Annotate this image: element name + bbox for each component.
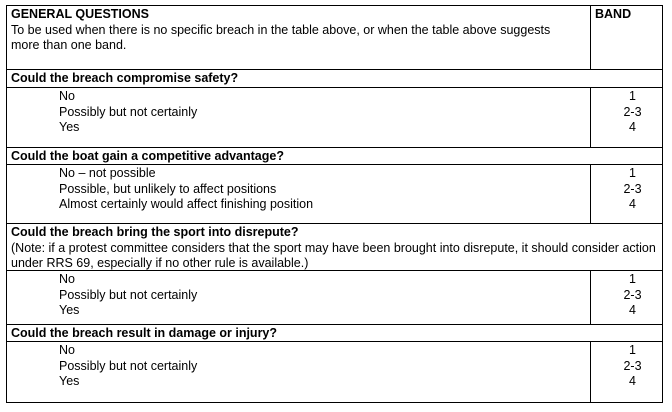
- question-row: [7, 325, 662, 342]
- question-text: Could the breach compromise safety?: [11, 71, 239, 85]
- option-label: No: [59, 343, 75, 357]
- question-text: Could the breach bring the sport into disrepute?: [11, 225, 299, 239]
- option-band: 4: [629, 197, 636, 211]
- options-block: [7, 88, 662, 148]
- band-table: [6, 5, 663, 403]
- options-block: [7, 342, 662, 402]
- header-description: To be used when there is no specific breach in the table above, or when the table above suggests more than one band.: [11, 22, 551, 52]
- option-label: No: [59, 272, 75, 286]
- option-label: Possibly but not certainly: [59, 287, 198, 302]
- option-band: 1: [629, 272, 636, 286]
- question-text: Could the boat gain a competitive advantage?: [11, 149, 284, 163]
- option-band: 1: [629, 166, 636, 180]
- option-band: 2-3: [623, 104, 642, 119]
- header-title: GENERAL QUESTIONS: [11, 7, 149, 21]
- option-label: Yes: [59, 374, 80, 388]
- option-label: Yes: [59, 120, 80, 134]
- option-band: 2-3: [623, 358, 642, 373]
- option-band: 4: [629, 374, 636, 388]
- option-band: 2-3: [623, 181, 642, 196]
- option-band: 4: [629, 303, 636, 317]
- question-row: [7, 70, 662, 88]
- question-note: (Note: if a protest committee considers that the sport may have been brought into disrepute, it should consider action under RRS 69, especially if no other rule is available.): [11, 240, 656, 270]
- option-band: 2-3: [623, 287, 642, 302]
- options-block: [7, 165, 662, 224]
- band-column-header: BAND: [590, 6, 662, 69]
- option-band: 1: [629, 89, 636, 103]
- question-row: [7, 148, 662, 165]
- option-label: Yes: [59, 303, 80, 317]
- option-label: No: [59, 89, 75, 103]
- table-header: [7, 6, 662, 70]
- option-label: Possibly but not certainly: [59, 104, 198, 119]
- options-block: [7, 271, 662, 325]
- option-label: Possibly but not certainly: [59, 358, 198, 373]
- option-label: Almost certainly would affect finishing position: [59, 197, 314, 211]
- header-text: [7, 6, 580, 55]
- option-band: 4: [629, 120, 636, 134]
- option-label: Possible, but unlikely to affect positions: [59, 181, 277, 196]
- question-text: Could the breach result in damage or injury?: [11, 326, 278, 340]
- option-band: 1: [629, 343, 636, 357]
- option-label: No – not possible: [59, 166, 156, 180]
- question-row: [7, 224, 662, 271]
